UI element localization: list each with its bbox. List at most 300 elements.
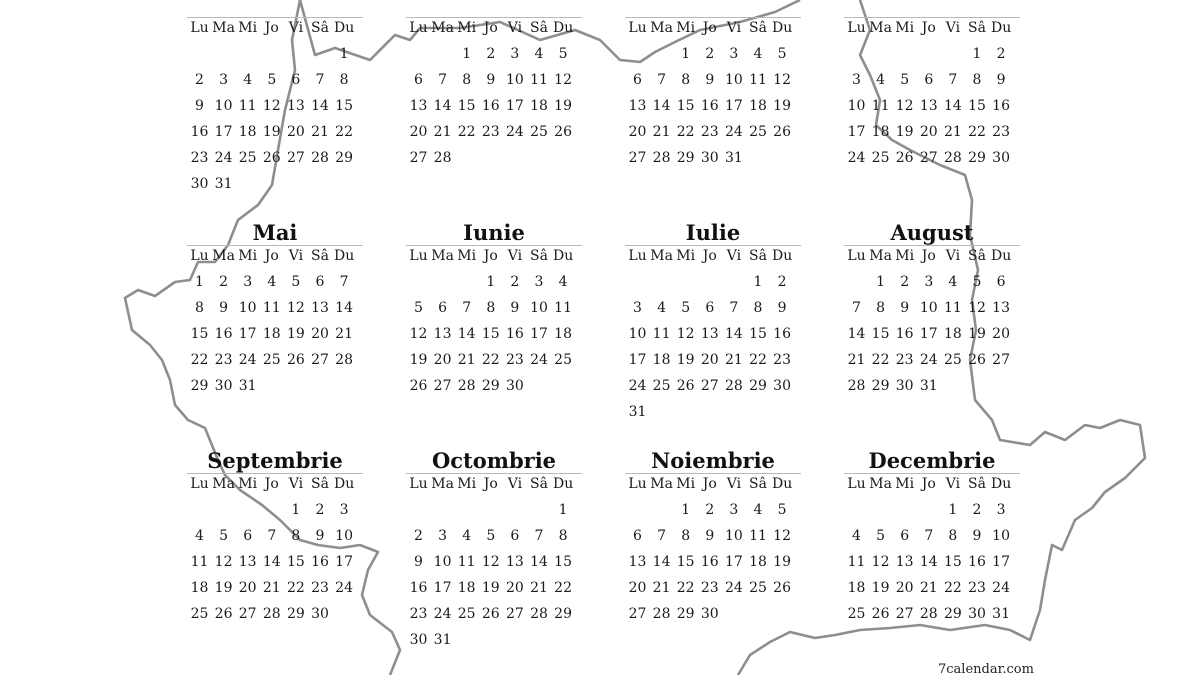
day-cell: 2 [705, 502, 715, 518]
weekday-label: Jo [921, 20, 936, 36]
weekday-label: Jo [483, 248, 498, 264]
day-cell: 28 [262, 606, 281, 622]
site-watermark: 7calendar.com [938, 662, 1034, 677]
day-cell: 16 [700, 98, 719, 114]
day-cell: 3 [219, 72, 229, 88]
day-cell: 10 [214, 98, 233, 114]
day-cell: 10 [530, 300, 548, 316]
weekday-label: Lu [409, 248, 428, 264]
day-cell: 14 [652, 98, 671, 114]
day-cell: 19 [895, 124, 914, 140]
day-cell: 2 [414, 528, 423, 544]
weekday-label: Jo [702, 20, 717, 36]
day-cell: 27 [505, 606, 524, 622]
weekday-label: Lu [190, 476, 209, 492]
day-cell: 26 [773, 124, 791, 140]
day-cell: 26 [895, 150, 914, 166]
day-cell: 9 [510, 300, 520, 316]
day-cell: 20 [919, 124, 938, 140]
day-cell: 24 [847, 150, 866, 166]
day-cell: 25 [871, 150, 890, 166]
month-title: Decembrie [868, 448, 996, 473]
weekday-label: Ma [212, 248, 235, 264]
day-cell: 20 [505, 580, 524, 596]
day-cell: 19 [554, 98, 572, 114]
day-cell: 5 [972, 274, 982, 290]
day-cell: 17 [724, 98, 743, 114]
day-cell: 17 [433, 580, 452, 596]
day-cell: 9 [777, 300, 787, 316]
day-cell: 4 [876, 72, 886, 88]
weekday-label: Jo [483, 20, 498, 36]
weekday-label: Sâ [311, 476, 329, 492]
weekday-label: Lu [190, 248, 209, 264]
day-cell: 4 [195, 528, 204, 544]
day-cell: 2 [510, 274, 520, 290]
weekday-label: Jo [921, 476, 936, 492]
day-cell: 16 [505, 326, 524, 342]
day-cell: 25 [457, 606, 476, 622]
day-cell: 12 [214, 554, 233, 570]
day-cell: 5 [900, 72, 910, 88]
day-cell: 10 [847, 98, 866, 114]
day-cell: 3 [729, 502, 739, 518]
day-cell: 1 [339, 46, 349, 62]
day-cell: 27 [311, 352, 329, 368]
day-cell: 11 [262, 300, 281, 316]
day-cell: 18 [190, 580, 209, 596]
weekday-header [844, 474, 1020, 494]
day-cell: 16 [311, 554, 329, 570]
weekday-label: Vi [507, 20, 523, 36]
day-cell: 12 [871, 554, 890, 570]
day-cell: 30 [895, 378, 914, 394]
weekday-label: Ma [212, 476, 235, 492]
day-cell: 12 [676, 326, 695, 342]
day-cell: 29 [871, 378, 890, 394]
weekday-label: Mi [238, 20, 258, 36]
month-title: August [890, 220, 974, 245]
day-cell: 3 [339, 502, 349, 518]
day-cell: 9 [414, 554, 423, 570]
day-cell: 19 [262, 124, 281, 140]
day-cell: 28 [724, 378, 743, 394]
day-cell: 10 [335, 528, 353, 544]
day-cell: 13 [628, 554, 647, 570]
day-cell: 13 [895, 554, 914, 570]
day-cell: 14 [311, 98, 329, 114]
day-cell: 21 [262, 580, 281, 596]
day-cell: 9 [315, 528, 325, 544]
day-cell: 24 [433, 606, 452, 622]
day-cell: 28 [847, 378, 866, 394]
day-cell: 15 [943, 554, 962, 570]
day-cell: 19 [676, 352, 695, 368]
day-cell: 10 [628, 326, 647, 342]
day-cell: 13 [505, 554, 524, 570]
day-cell: 24 [530, 352, 548, 368]
day-cell: 28 [652, 150, 671, 166]
day-cell: 24 [724, 580, 743, 596]
weekday-label: Mi [676, 20, 696, 36]
day-cell: 3 [510, 46, 520, 62]
day-cell: 24 [628, 378, 647, 394]
weekday-label: Lu [628, 476, 647, 492]
day-cell: 10 [724, 528, 743, 544]
weekday-label: Vi [726, 20, 742, 36]
day-cell: 17 [847, 124, 866, 140]
day-cell: 5 [291, 274, 301, 290]
day-cell: 28 [943, 150, 962, 166]
weekday-label: Vi [726, 476, 742, 492]
day-cell: 30 [505, 378, 524, 394]
day-cell: 14 [847, 326, 866, 342]
weekday-label: Sâ [749, 248, 767, 264]
day-cell: 19 [968, 326, 986, 342]
weekday-label: Mi [457, 20, 477, 36]
day-cell: 30 [992, 150, 1010, 166]
day-cell: 11 [871, 98, 890, 114]
weekday-label: Jo [483, 476, 498, 492]
day-cell: 12 [773, 72, 791, 88]
day-cell: 25 [530, 124, 548, 140]
day-cell: 19 [409, 352, 428, 368]
day-cell: 22 [286, 580, 305, 596]
day-cell: 31 [992, 606, 1010, 622]
day-cell: 5 [219, 528, 229, 544]
day-cell: 12 [968, 300, 986, 316]
day-cell: 5 [681, 300, 691, 316]
day-cell: 12 [554, 72, 572, 88]
day-cell: 6 [633, 72, 642, 88]
weekday-label: Du [333, 248, 355, 264]
weekday-header [625, 18, 801, 38]
day-cell: 9 [996, 72, 1006, 88]
day-cell: 18 [652, 352, 671, 368]
weekday-label: Lu [190, 20, 209, 36]
weekday-header [625, 474, 801, 494]
weekday-label: Vi [507, 476, 523, 492]
weekday-header [187, 474, 363, 494]
weekday-label: Ma [431, 248, 454, 264]
day-cell: 20 [433, 352, 452, 368]
day-cell: 19 [286, 326, 305, 342]
day-cell: 14 [652, 554, 671, 570]
day-cell: 27 [433, 378, 452, 394]
day-cell: 16 [481, 98, 500, 114]
weekday-header [844, 18, 1020, 38]
day-cell: 7 [657, 72, 667, 88]
day-cell: 1 [486, 274, 496, 290]
day-cell: 20 [895, 580, 914, 596]
day-cell: 23 [895, 352, 914, 368]
day-cell: 25 [749, 580, 767, 596]
day-cell: 15 [481, 326, 500, 342]
day-cell: 6 [438, 300, 448, 316]
day-cell: 14 [919, 554, 938, 570]
day-cell: 2 [486, 46, 496, 62]
day-cell: 30 [700, 150, 719, 166]
day-cell: 7 [852, 300, 861, 316]
day-cell: 17 [238, 326, 257, 342]
day-cell: 27 [628, 150, 647, 166]
weekday-label: Sâ [749, 476, 767, 492]
day-cell: 23 [968, 580, 986, 596]
day-cell: 22 [968, 124, 986, 140]
month-title: Septembrie [207, 448, 343, 473]
day-cell: 21 [530, 580, 548, 596]
day-cell: 26 [676, 378, 695, 394]
day-cell: 12 [262, 98, 281, 114]
day-cell: 29 [676, 606, 695, 622]
weekday-header [844, 246, 1020, 266]
day-cell: 20 [286, 124, 305, 140]
day-cell: 24 [505, 124, 524, 140]
day-cell: 26 [554, 124, 572, 140]
day-cell: 7 [267, 528, 277, 544]
day-cell: 6 [414, 72, 423, 88]
day-cell: 4 [852, 528, 861, 544]
day-cell: 24 [724, 124, 743, 140]
day-cell: 1 [948, 502, 958, 518]
weekday-label: Ma [869, 20, 892, 36]
day-cell: 16 [895, 326, 914, 342]
weekday-header [406, 246, 582, 266]
weekday-label: Lu [847, 20, 866, 36]
weekday-label: Du [771, 476, 793, 492]
day-cell: 3 [534, 274, 544, 290]
day-cell: 14 [530, 554, 548, 570]
day-cell: 5 [267, 72, 277, 88]
day-cell: 4 [243, 72, 253, 88]
weekday-label: Sâ [968, 476, 986, 492]
day-cell: 8 [486, 300, 496, 316]
day-cell: 18 [457, 580, 476, 596]
day-cell: 15 [871, 326, 890, 342]
day-cell: 30 [700, 606, 719, 622]
weekday-label: Ma [650, 20, 673, 36]
day-cell: 28 [652, 606, 671, 622]
day-cell: 6 [924, 72, 934, 88]
weekday-label: Du [990, 20, 1012, 36]
day-cell: 9 [195, 98, 204, 114]
day-cell: 26 [871, 606, 890, 622]
day-cell: 28 [919, 606, 938, 622]
day-cell: 29 [749, 378, 767, 394]
weekday-label: Sâ [311, 248, 329, 264]
day-cell: 29 [481, 378, 500, 394]
day-cell: 6 [243, 528, 253, 544]
day-cell: 12 [286, 300, 305, 316]
day-cell: 30 [190, 176, 209, 192]
day-cell: 23 [773, 352, 791, 368]
day-cell: 8 [558, 528, 568, 544]
day-cell: 19 [773, 554, 791, 570]
day-cell: 3 [996, 502, 1006, 518]
day-cell: 31 [433, 632, 452, 648]
day-cell: 10 [238, 300, 257, 316]
day-cell: 22 [676, 124, 695, 140]
day-cell: 13 [992, 300, 1010, 316]
weekday-label: Sâ [749, 20, 767, 36]
day-cell: 8 [876, 300, 886, 316]
weekday-label: Ma [431, 20, 454, 36]
day-cell: 23 [700, 580, 719, 596]
day-cell: 1 [462, 46, 472, 62]
day-cell: 28 [311, 150, 329, 166]
day-cell: 12 [773, 528, 791, 544]
day-cell: 1 [558, 502, 568, 518]
day-cell: 15 [457, 98, 476, 114]
day-cell: 19 [481, 580, 500, 596]
day-cell: 30 [214, 378, 233, 394]
day-cell: 3 [729, 46, 739, 62]
weekday-header [406, 18, 582, 38]
day-cell: 22 [749, 352, 767, 368]
weekday-label: Vi [945, 20, 961, 36]
day-cell: 13 [919, 98, 938, 114]
day-cell: 26 [773, 580, 791, 596]
day-cell: 4 [534, 46, 544, 62]
day-cell: 22 [335, 124, 353, 140]
day-cell: 20 [311, 326, 329, 342]
day-cell: 10 [992, 528, 1010, 544]
day-cell: 3 [924, 274, 934, 290]
day-cell: 21 [724, 352, 743, 368]
day-cell: 31 [238, 378, 257, 394]
day-cell: 21 [652, 124, 671, 140]
weekday-label: Ma [212, 20, 235, 36]
weekday-label: Vi [945, 248, 961, 264]
day-cell: 22 [190, 352, 209, 368]
day-cell: 8 [462, 72, 472, 88]
day-cell: 25 [554, 352, 572, 368]
day-cell: 20 [409, 124, 428, 140]
day-cell: 2 [705, 46, 715, 62]
weekday-label: Mi [457, 248, 477, 264]
day-cell: 1 [195, 274, 204, 290]
day-cell: 9 [900, 300, 910, 316]
day-cell: 21 [457, 352, 476, 368]
day-cell: 11 [190, 554, 209, 570]
day-cell: 9 [705, 72, 715, 88]
weekday-label: Mi [238, 476, 258, 492]
day-cell: 11 [652, 326, 671, 342]
weekday-label: Jo [702, 248, 717, 264]
day-cell: 11 [238, 98, 257, 114]
weekday-label: Lu [847, 248, 866, 264]
weekday-label: Du [771, 248, 793, 264]
day-cell: 13 [628, 98, 647, 114]
day-cell: 15 [676, 98, 695, 114]
weekday-label: Mi [895, 248, 915, 264]
day-cell: 16 [992, 98, 1010, 114]
day-cell: 5 [876, 528, 886, 544]
day-cell: 22 [481, 352, 500, 368]
day-cell: 7 [534, 528, 544, 544]
weekday-label: Sâ [530, 20, 548, 36]
day-cell: 4 [753, 46, 763, 62]
day-cell: 6 [633, 528, 642, 544]
day-cell: 19 [871, 580, 890, 596]
day-cell: 2 [219, 274, 229, 290]
day-cell: 2 [777, 274, 787, 290]
day-cell: 23 [190, 150, 209, 166]
day-cell: 21 [652, 580, 671, 596]
day-cell: 12 [895, 98, 914, 114]
weekday-label: Vi [507, 248, 523, 264]
day-cell: 11 [530, 72, 548, 88]
day-cell: 19 [773, 98, 791, 114]
day-cell: 7 [438, 72, 448, 88]
day-cell: 14 [724, 326, 743, 342]
weekday-label: Sâ [530, 476, 548, 492]
day-cell: 4 [753, 502, 763, 518]
day-cell: 26 [409, 378, 428, 394]
day-cell: 18 [554, 326, 572, 342]
day-cell: 29 [190, 378, 209, 394]
day-cell: 16 [773, 326, 791, 342]
day-cell: 29 [335, 150, 353, 166]
day-cell: 18 [847, 580, 866, 596]
weekday-label: Sâ [530, 248, 548, 264]
weekday-label: Mi [457, 476, 477, 492]
day-cell: 17 [919, 326, 938, 342]
day-cell: 27 [409, 150, 428, 166]
day-cell: 22 [457, 124, 476, 140]
day-cell: 23 [214, 352, 233, 368]
day-cell: 1 [972, 46, 982, 62]
day-cell: 17 [214, 124, 233, 140]
day-cell: 13 [238, 554, 257, 570]
day-cell: 13 [311, 300, 329, 316]
weekday-label: Mi [895, 20, 915, 36]
day-cell: 6 [291, 72, 301, 88]
day-cell: 1 [291, 502, 301, 518]
day-cell: 11 [457, 554, 476, 570]
weekday-label: Mi [895, 476, 915, 492]
day-cell: 30 [311, 606, 329, 622]
day-cell: 6 [315, 274, 325, 290]
day-cell: 25 [847, 606, 866, 622]
day-cell: 28 [433, 150, 452, 166]
day-cell: 15 [554, 554, 572, 570]
day-cell: 20 [628, 580, 647, 596]
day-cell: 6 [705, 300, 715, 316]
weekday-label: Mi [676, 248, 696, 264]
day-cell: 8 [972, 72, 982, 88]
day-cell: 30 [968, 606, 986, 622]
day-cell: 3 [852, 72, 861, 88]
day-cell: 6 [996, 274, 1006, 290]
day-cell: 31 [628, 404, 647, 420]
day-cell: 3 [633, 300, 642, 316]
day-cell: 4 [267, 274, 277, 290]
day-cell: 14 [457, 326, 476, 342]
weekday-label: Vi [288, 248, 304, 264]
day-cell: 11 [554, 300, 572, 316]
day-cell: 1 [876, 274, 886, 290]
day-cell: 21 [943, 124, 962, 140]
day-cell: 20 [238, 580, 257, 596]
day-cell: 24 [238, 352, 257, 368]
day-cell: 21 [919, 580, 938, 596]
day-cell: 29 [676, 150, 695, 166]
day-cell: 25 [262, 352, 281, 368]
weekday-label: Vi [726, 248, 742, 264]
day-cell: 29 [554, 606, 572, 622]
day-cell: 1 [681, 46, 691, 62]
